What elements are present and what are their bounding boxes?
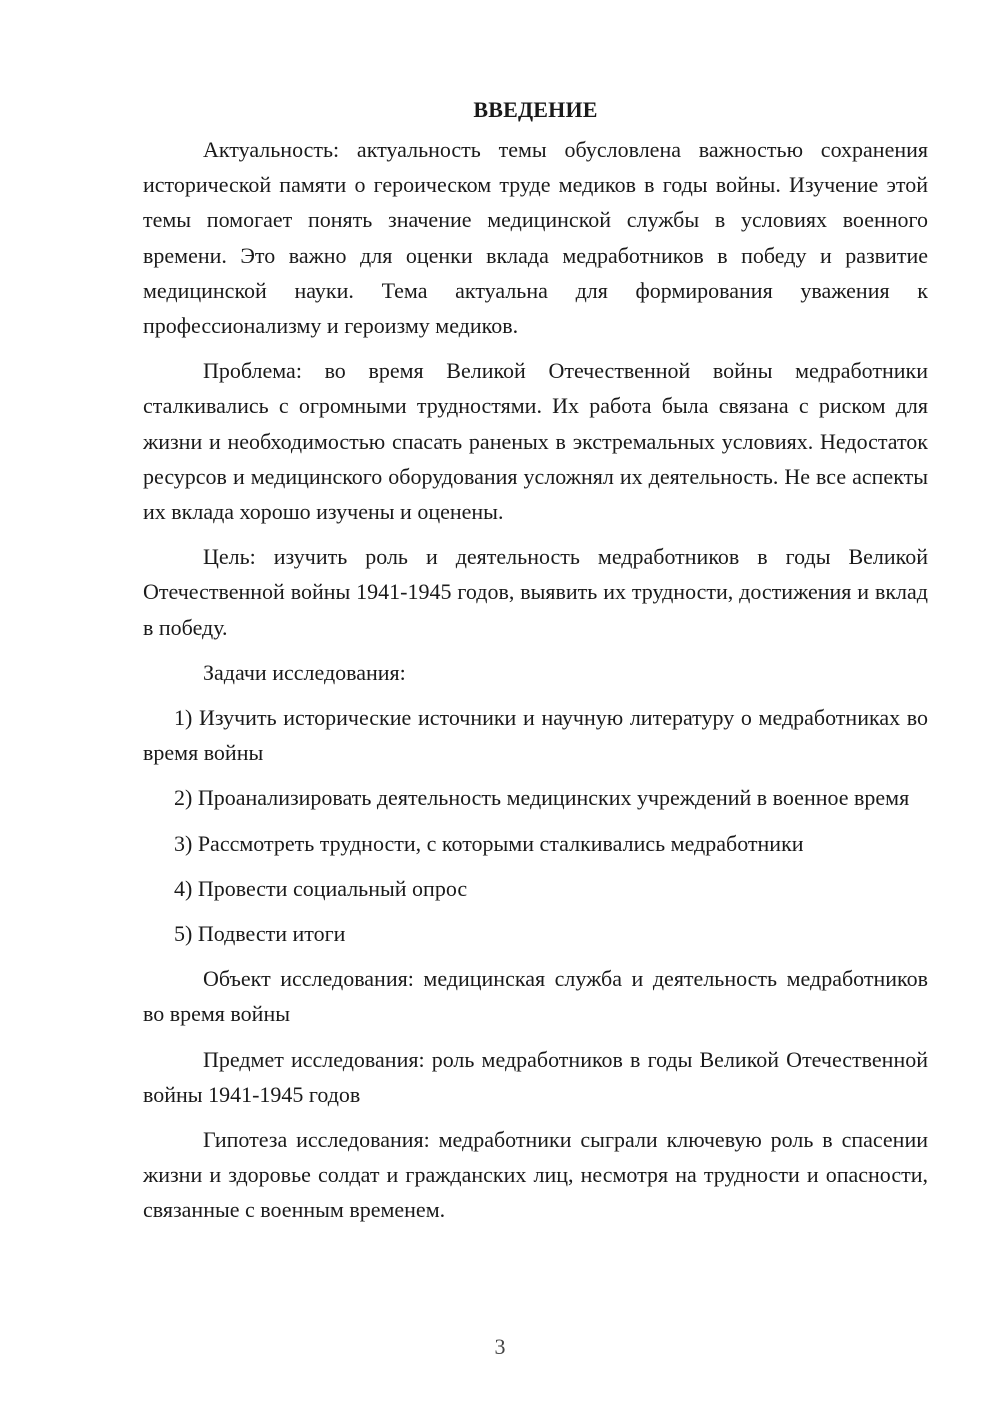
task-item: 1) Изучить исторические источники и научную литературу о медработниках во время войны <box>143 705 928 766</box>
subject-paragraph: Предмет исследования: роль медработников в годы Великой Отечественной войны 1941-1945 годов <box>143 1046 928 1107</box>
goal-paragraph: Цель: изучить роль и деятельность медработников в годы Великой Отечественной войны 1941-1945 годов, выявить их трудности, достижения и вклад в победу. <box>143 544 928 640</box>
page-title: ВВЕДЕНИЕ <box>473 97 598 122</box>
object-paragraph: Объект исследования: медицинская служба и деятельность медработников во время войны <box>143 966 928 1027</box>
relevance-paragraph: Актуальность: актуальность темы обусловлена важностью сохранения исторической памяти о героическом труде медиков в годы войны. Изучение этой темы помогает понять значение медицинской службы в условиях военного времени. Это важно для оценки вклада медработников в победу и развитие медицинской науки. Тема актуальна для формирования уважения к профессионализму и героизму медиков. <box>143 137 928 339</box>
task-item: 4) Провести социальный опрос <box>174 875 468 901</box>
hypothesis-paragraph: Гипотеза исследования: медработники сыграли ключевую роль в спасении жизни и здоровье солдат и гражданских лиц, несмотря на трудности и опасности, связанные с военным временем. <box>143 1127 928 1223</box>
problem-paragraph: Проблема: во время Великой Отечественной войны медработники сталкивались с огромными трудностями. Их работа была связана с риском для жизни и необходимостью спасать раненых в экстремальных условиях. Недостаток ресурсов и медицинского оборудования усложнял их деятельность. Не все аспекты их вклада хорошо изучены и оценены. <box>143 358 928 525</box>
task-item: 2) Проанализировать деятельность медицинских учреждений в военное время <box>174 785 910 811</box>
task-item: 5) Подвести итоги <box>174 921 346 947</box>
tasks-heading: Задачи исследования: <box>203 659 406 685</box>
page-number: 3 <box>494 1334 506 1359</box>
task-item: 3) Рассмотреть трудности, с которыми сталкивались медработники <box>174 830 804 856</box>
document-page <box>143 93 928 1228</box>
